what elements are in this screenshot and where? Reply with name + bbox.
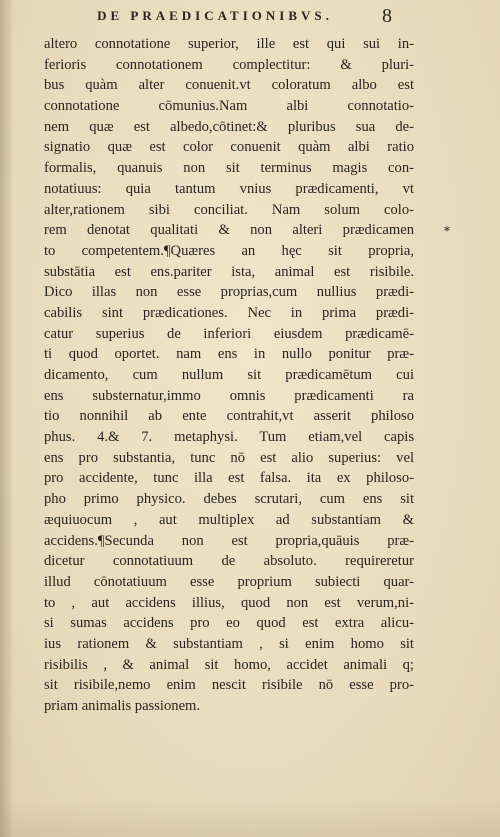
- text-line: priam animalis passionem.: [44, 698, 201, 714]
- text-line: substātia est ens.pariter ista, animal est risibile.: [44, 263, 414, 280]
- text-line: alter,rationem sibi conciliat. Nam solum colo-: [44, 201, 414, 218]
- text-line: notatiuus: quia tantum vnius prædicamenti, vt: [44, 180, 414, 197]
- text-line: si sumas accidens pro eo quod est extra alicu-: [44, 615, 414, 632]
- text-line: nem quæ est albedo,cōtinet:& pluribus sua de-: [44, 118, 414, 135]
- margin-mark: *: [444, 224, 450, 238]
- text-line: pro accidente, tunc illa est falsa. ita ex philoso-: [44, 470, 414, 487]
- text-line: accidens.¶Secunda non est propria,quāuis præ-: [44, 532, 414, 549]
- text-line: æquiuocum , aut multiplex ad substantiam &: [44, 511, 414, 528]
- text-line: ferioris connotationem complectitur: & pluri-: [44, 56, 414, 73]
- text-line: phus. 4.& 7. metaphysi. Tum etiam,vel capis: [44, 429, 414, 446]
- text-line: signatio quæ est color conuenit quàm albi ratio: [44, 139, 414, 156]
- page-bottom-shade: [0, 797, 500, 837]
- text-line: connotatione cōmunius.Nam albi connotatio-: [44, 98, 414, 115]
- text-line: ens substernatur,immo omnis prædicamenti ra: [44, 387, 414, 404]
- body-text: [44, 34, 414, 717]
- text-line: ius rationem & substantiam , si enim homo sit: [44, 635, 414, 652]
- text-line: catur superius de inferiori eiusdem prædicamē-: [44, 325, 414, 342]
- text-line: cabilis sint prædicationes. Nec in prima prædi-: [44, 304, 414, 321]
- text-line: to , aut accidens illius, quod non est verum,ni-: [44, 594, 414, 611]
- text-line: altero connotatione superior, ille est qui sui in-: [44, 36, 414, 52]
- text-line: formalis, quanuis non sit terminus magis con-: [44, 160, 414, 177]
- text-line: bus quàm alter conuenit.vt coloratum albo est: [44, 77, 414, 94]
- text-line: rem denotat qualitati & non alteri prædicamen: [44, 222, 414, 239]
- page-number: 8: [382, 5, 392, 27]
- text-line: Dico illas non esse proprias,cum nullius prædi-: [44, 284, 414, 301]
- text-line: to competentem.¶Quæres an hęc sit propria,: [44, 242, 414, 259]
- text-line: ti quod oportet. nam ens in nullo ponitur præ-: [44, 346, 414, 363]
- text-line: sit risibile,nemo enim nescit risibile nō esse pro-: [44, 677, 414, 694]
- text-line: risibilis , & animal sit homo, accidet animali q;: [44, 656, 414, 673]
- text-line: dicamento, cum nullum sit prædicamētum cui: [44, 367, 414, 383]
- text-line: illud cōnotatiuum esse proprium subiecti quar-: [44, 573, 414, 590]
- gutter-shadow: [0, 0, 14, 837]
- text-line: pho primo physico. debes scrutari, cum ens sit: [44, 491, 414, 508]
- text-line: tio nonnihil ab ente contrahit,vt asserit philoso: [44, 408, 414, 425]
- text-line: ens pro substantia, tunc nō est alio superius: vel: [44, 449, 414, 466]
- running-title: DE PRAEDICATIONIBVS.: [97, 8, 333, 23]
- text-line: dicetur connotatiuum de absoluto. requireretur: [44, 553, 414, 570]
